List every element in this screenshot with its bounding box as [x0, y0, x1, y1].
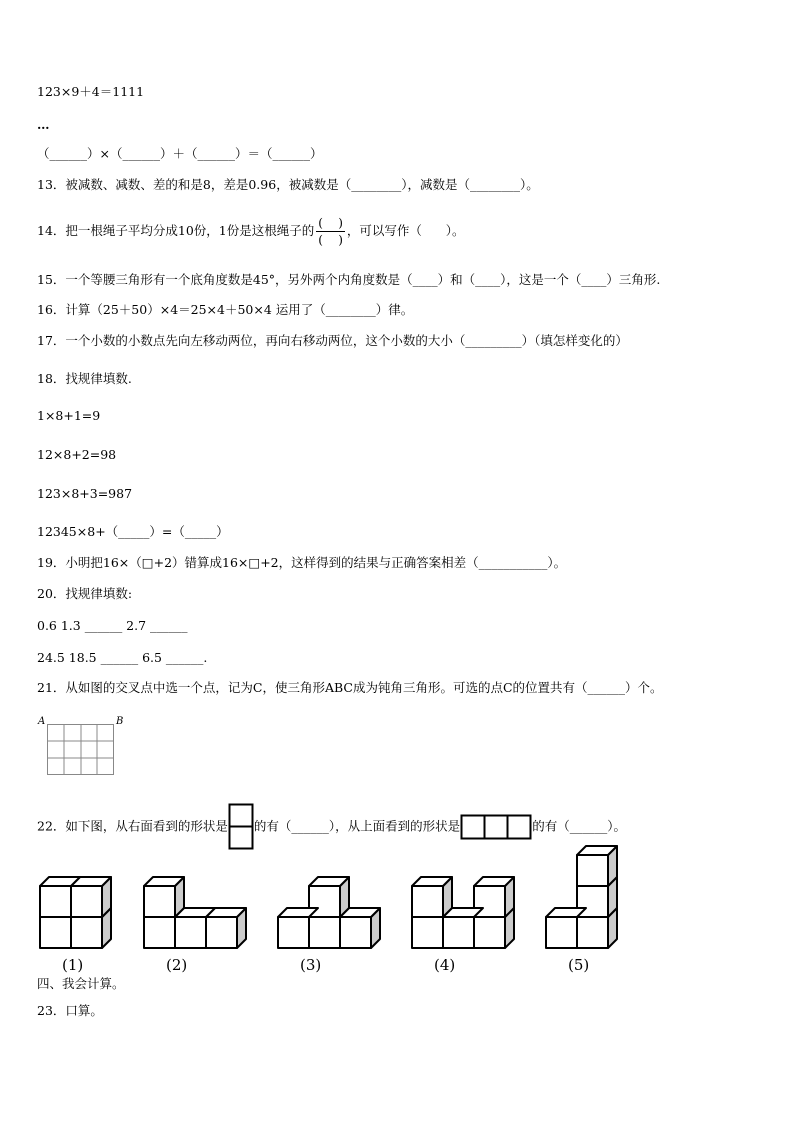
question-21: 21．从如图的交叉点中选一个点，记为C，使三角形ABC成为钝角三角形。可选的点C的位置共有（______）个。: [37, 680, 663, 695]
cube-figure-5: [546, 846, 617, 948]
cube-front: [144, 886, 175, 917]
cube-figure-4: [412, 877, 514, 948]
question-16: 16．计算（25＋50）×4＝25×4＋50×4 运用了（________）律。: [37, 302, 414, 317]
cube-front: [175, 917, 206, 948]
cube-front: [474, 917, 505, 948]
cube-front: [546, 917, 577, 948]
cube-figures: [0, 840, 794, 980]
question-13: 13．被减数、减数、差的和是8，差是0.96，被减数是（________），减数是（________）。: [37, 177, 539, 192]
grid-lines: [48, 725, 114, 775]
question-14: 14．把一根绳子平均分成10份，1份是这根绳子的 $\frac{( )}{( )}$ ，可以写作（ ）。: [37, 216, 465, 247]
cube-figure-2: [144, 877, 246, 948]
question-18-line-1: 1×8+1=9: [37, 408, 101, 423]
fraction: $\frac{( )}{( )}$: [318, 216, 343, 247]
figure-label-4: (4): [434, 956, 456, 974]
figure-label-2: (2): [166, 956, 188, 974]
cube-front: [144, 917, 175, 948]
line-123x9: 123×9＋4＝1111: [37, 84, 145, 99]
cube-front: [412, 917, 443, 948]
question-20: 20．找规律填数:: [37, 586, 133, 601]
cube-front: [443, 917, 474, 948]
question-18-line-4: 12345×8+（_____）=（_____）: [37, 524, 229, 539]
figure-label-5: (5): [568, 956, 590, 974]
question-18-line-3: 123×8+3=987: [37, 486, 133, 501]
question-20-line-1: 0.6 1.3 ______ 2.7 ______: [37, 618, 188, 633]
horizontal-three-square-shape: [460, 814, 532, 840]
section-4-heading: 四、我会计算。: [37, 976, 125, 991]
question-23: 23．口算。: [37, 1003, 103, 1018]
cube-figure-1: [40, 877, 111, 948]
question-20-line-2: 24.5 18.5 ______ 6.5 ______.: [37, 650, 208, 665]
grid-figure: [36, 712, 128, 778]
cube-front: [40, 917, 71, 948]
question-18: 18．找规律填数.: [37, 371, 132, 386]
cube-front: [40, 886, 71, 917]
grid-label-a: A: [38, 716, 46, 727]
cube-front: [577, 917, 608, 948]
cube-front: [577, 855, 608, 886]
line-ellipsis: …: [37, 117, 50, 132]
question-17: 17．一个小数的小数点先向左移动两位，再向右移动两位，这个小数的大小（_________）（填怎样变化的）: [37, 333, 628, 348]
cube-front: [412, 886, 443, 917]
question-22: 22．如下图，从右面看到的形状是 的有（______），从上面看到的形状是 的有（______）。: [37, 803, 626, 851]
cube-front: [340, 917, 371, 948]
cube-front: [206, 917, 237, 948]
grid-label-b: B: [116, 716, 124, 727]
cube-front: [309, 917, 340, 948]
cube-front: [278, 917, 309, 948]
line-blanks: （______）×（______）＋（______）＝（______）: [37, 146, 323, 161]
question-19: 19．小明把16×（□+2）错算成16×□+2，这样得到的结果与正确答案相差（___________）。: [37, 555, 567, 570]
question-18-line-2: 12×8+2=98: [37, 447, 117, 462]
cube-front: [71, 886, 102, 917]
question-15: 15．一个等腰三角形有一个底角度数是45°，另外两个内角度数是（____）和（____），这是一个（____）三角形.: [37, 272, 661, 287]
figure-label-3: (3): [300, 956, 322, 974]
cube-figure-3: [278, 877, 380, 948]
cube-front: [71, 917, 102, 948]
figure-label-1: (1): [62, 956, 84, 974]
